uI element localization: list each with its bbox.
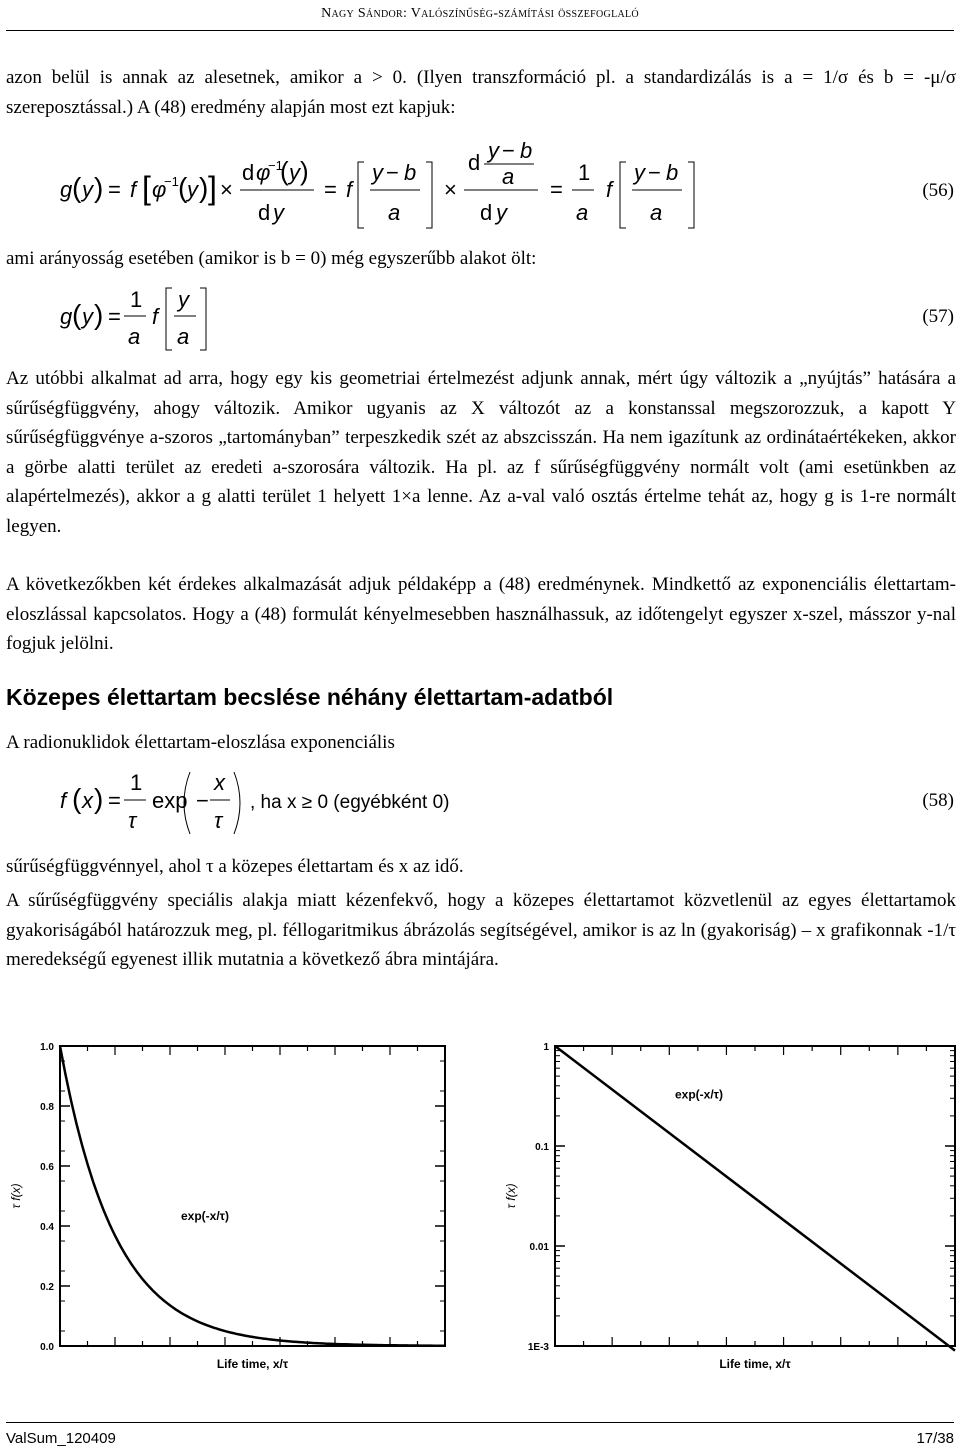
svg-text:): ) bbox=[199, 172, 209, 203]
svg-text:−1: −1 bbox=[268, 158, 283, 173]
svg-text:−: − bbox=[648, 160, 661, 185]
svg-text:τ: τ bbox=[214, 808, 223, 833]
svg-text:d: d bbox=[258, 200, 271, 225]
svg-text:f: f bbox=[152, 304, 159, 329]
svg-text:y: y bbox=[372, 160, 383, 185]
svg-text:a: a bbox=[576, 200, 589, 225]
chart-semilog bbox=[504, 1042, 955, 1371]
equation-58-svg bbox=[60, 766, 580, 840]
svg-text:a: a bbox=[502, 164, 515, 189]
equation-58-condition: , ha x ≥ 0 (egyébként 0) bbox=[250, 792, 450, 813]
svg-text:(: ( bbox=[72, 172, 82, 203]
svg-text:f: f bbox=[130, 177, 137, 202]
svg-text:−: − bbox=[502, 140, 515, 163]
equation-56-number: (56) bbox=[922, 180, 954, 201]
svg-text:1: 1 bbox=[130, 770, 143, 795]
chart-linear bbox=[9, 1042, 445, 1371]
svg-text:]: ] bbox=[208, 170, 217, 206]
series-line bbox=[60, 1046, 445, 1346]
y-tick-label: 1E-3 bbox=[527, 1342, 549, 1353]
svg-text:a: a bbox=[650, 200, 663, 225]
svg-text:−1: −1 bbox=[164, 174, 179, 189]
y-tick-label: 0.4 bbox=[40, 1222, 54, 1233]
y-tick-label: 0.01 bbox=[529, 1242, 549, 1253]
paragraph-intro: azon belül is annak az alesetnek, amikor a > 0. (Ilyen transzformáció pl. a standardizálás is a = 1/σ és b = -μ/σ szereposztással.) A (48) eredmény alapján most ezt kapjuk: bbox=[6, 67, 956, 118]
y-tick-label: 0.2 bbox=[40, 1282, 54, 1293]
svg-text:f: f bbox=[606, 177, 613, 202]
svg-text:y: y bbox=[496, 200, 507, 225]
svg-text:y: y bbox=[273, 200, 284, 225]
paragraph-semilog: A sűrűségfüggvény speciális alakja miatt kézenfekvő, hogy a közepes élettartamot közvetlenül az egyes élettartamok gyakoriságából határozzuk meg, pl. féllogaritmikus ábrázolás segítségével, amikor is az ln (gyakoriság) – x grafikonnak -1/τ meredekségű egyenest illik mutatnia a következő ábra mintájára. bbox=[6, 890, 956, 970]
svg-text:a: a bbox=[388, 200, 401, 225]
footer-doc-id: ValSum_120409 bbox=[6, 1430, 116, 1447]
svg-text:g: g bbox=[60, 177, 73, 202]
running-header: Nagy Sándor: Valószínűség-számítási összefoglaló bbox=[321, 6, 639, 21]
svg-text:b: b bbox=[666, 160, 679, 185]
y-tick-label: 0.0 bbox=[40, 1342, 54, 1353]
svg-text:y: y bbox=[82, 304, 93, 329]
svg-text:(: ( bbox=[280, 156, 289, 186]
svg-text:y: y bbox=[634, 160, 645, 185]
paragraph-proportional: ami arányosság esetében (amikor is b = 0) még egyszerűbb alakot ölt: bbox=[6, 248, 537, 269]
footer-page-number: 17/38 bbox=[916, 1430, 954, 1447]
equation-56-svg bbox=[60, 140, 880, 240]
svg-text:y: y bbox=[178, 287, 189, 312]
footer-rule bbox=[6, 1422, 954, 1423]
svg-text:=: = bbox=[108, 788, 121, 813]
svg-text:φ: φ bbox=[152, 177, 167, 202]
series-line bbox=[555, 1046, 955, 1351]
svg-text:×: × bbox=[220, 177, 233, 202]
svg-text:φ: φ bbox=[256, 160, 271, 185]
header-rule bbox=[6, 30, 954, 31]
svg-text:g: g bbox=[60, 304, 73, 329]
y-axis-label: τ f(x) bbox=[9, 1183, 23, 1209]
svg-text:(: ( bbox=[178, 172, 188, 203]
x-axis-label: Life time, x/τ bbox=[216, 1357, 289, 1371]
svg-text:f: f bbox=[60, 788, 67, 813]
paragraph-applications: A következőkben két érdekes alkalmazását adjuk példaképp a (48) eredménynek. Mindkettő az exponenciális élettartam-eloszlással kapcsolatos. Hogy a (48) formulát kényelmesebben használhassuk, az időtengelyt egyszer x-szel, másszor y-nal fogjuk jelölni. bbox=[6, 574, 956, 654]
svg-text:(: ( bbox=[72, 299, 82, 330]
svg-text:exp: exp bbox=[152, 788, 188, 813]
equation-58-number: (58) bbox=[922, 790, 954, 811]
svg-text:y: y bbox=[488, 140, 499, 163]
y-axis-label: τ f(x) bbox=[504, 1183, 518, 1209]
svg-text:[: [ bbox=[142, 170, 151, 206]
svg-text:d: d bbox=[242, 160, 255, 185]
svg-text:=: = bbox=[108, 177, 121, 202]
y-tick-label: 0.1 bbox=[535, 1142, 549, 1153]
y-tick-label: 1.0 bbox=[40, 1042, 54, 1053]
svg-text:x: x bbox=[214, 770, 225, 795]
equation-57 bbox=[60, 282, 360, 356]
equation-56 bbox=[60, 140, 880, 240]
x-axis-label: Life time, x/τ bbox=[719, 1357, 791, 1371]
svg-text:): ) bbox=[94, 783, 104, 814]
y-tick-label: 0.6 bbox=[40, 1162, 54, 1173]
section-heading: Közepes élettartam becslése néhány élettartam-adatból bbox=[6, 684, 614, 710]
svg-text:−: − bbox=[196, 788, 209, 813]
paragraph-density: sűrűségfüggvénnyel, ahol τ a közepes élettartam és x az idő. bbox=[6, 856, 464, 877]
series-annotation: exp(-x/τ) bbox=[675, 1087, 724, 1102]
svg-text:1: 1 bbox=[578, 160, 591, 185]
paragraph-geometric: Az utóbbi alkalmat ad arra, hogy egy kis geometriai értelmezést adjunk annak, mért úgy változik a „nyújtás” hatására a sűrűségfüggvény, ahogy változik. Amikor ugyanis az X változót az a konstanssal megszorozzuk, a kapott Y sűrűségfüggvénye a-szoros „tartományban” terpeszkedik szét az abszcisszán. Ha nem igazítunk az ordinátaértékeken, akkor a görbe alatti terület az eredeti a-szorosára változik. Ha pl. az f sűrűségfüggvény normált volt (ami esetünkben az alapértelmezés), akkor a g alatti terület 1 helyett 1×a lenne. Az a-val való osztás értelme tehát az, hogy g is 1-re normált legyen. bbox=[6, 368, 956, 537]
svg-text:): ) bbox=[300, 156, 309, 186]
svg-text:=: = bbox=[108, 304, 121, 329]
svg-text:b: b bbox=[404, 160, 417, 185]
equation-58 bbox=[60, 766, 580, 840]
y-tick-label: 0.8 bbox=[40, 1102, 54, 1113]
svg-text:y: y bbox=[82, 177, 93, 202]
svg-text:y: y bbox=[187, 177, 198, 202]
series-annotation: exp(-x/τ) bbox=[181, 1209, 230, 1223]
svg-text:=: = bbox=[550, 177, 563, 202]
svg-text:1: 1 bbox=[130, 287, 143, 312]
svg-text:x: x bbox=[82, 788, 93, 813]
svg-text:a: a bbox=[128, 324, 141, 349]
svg-text:b: b bbox=[520, 140, 533, 163]
svg-text:d: d bbox=[468, 150, 481, 175]
svg-text:τ: τ bbox=[128, 808, 137, 833]
svg-text:(: ( bbox=[72, 783, 82, 814]
y-tick-label: 1 bbox=[543, 1042, 549, 1053]
paragraph-radionuclides: A radionuklidok élettartam-eloszlása exponenciális bbox=[6, 732, 395, 753]
equation-57-number: (57) bbox=[922, 306, 954, 327]
svg-text:=: = bbox=[324, 177, 337, 202]
svg-text:a: a bbox=[177, 324, 190, 349]
svg-text:): ) bbox=[94, 299, 104, 330]
svg-text:f: f bbox=[346, 177, 353, 202]
svg-text:y: y bbox=[289, 160, 300, 185]
svg-text:): ) bbox=[94, 172, 104, 203]
plot-frame bbox=[60, 1046, 445, 1346]
svg-text:−: − bbox=[386, 160, 399, 185]
svg-text:d: d bbox=[480, 200, 493, 225]
svg-text:×: × bbox=[444, 177, 457, 202]
equation-57-svg bbox=[60, 282, 360, 356]
figure-exponential bbox=[0, 1030, 960, 1400]
